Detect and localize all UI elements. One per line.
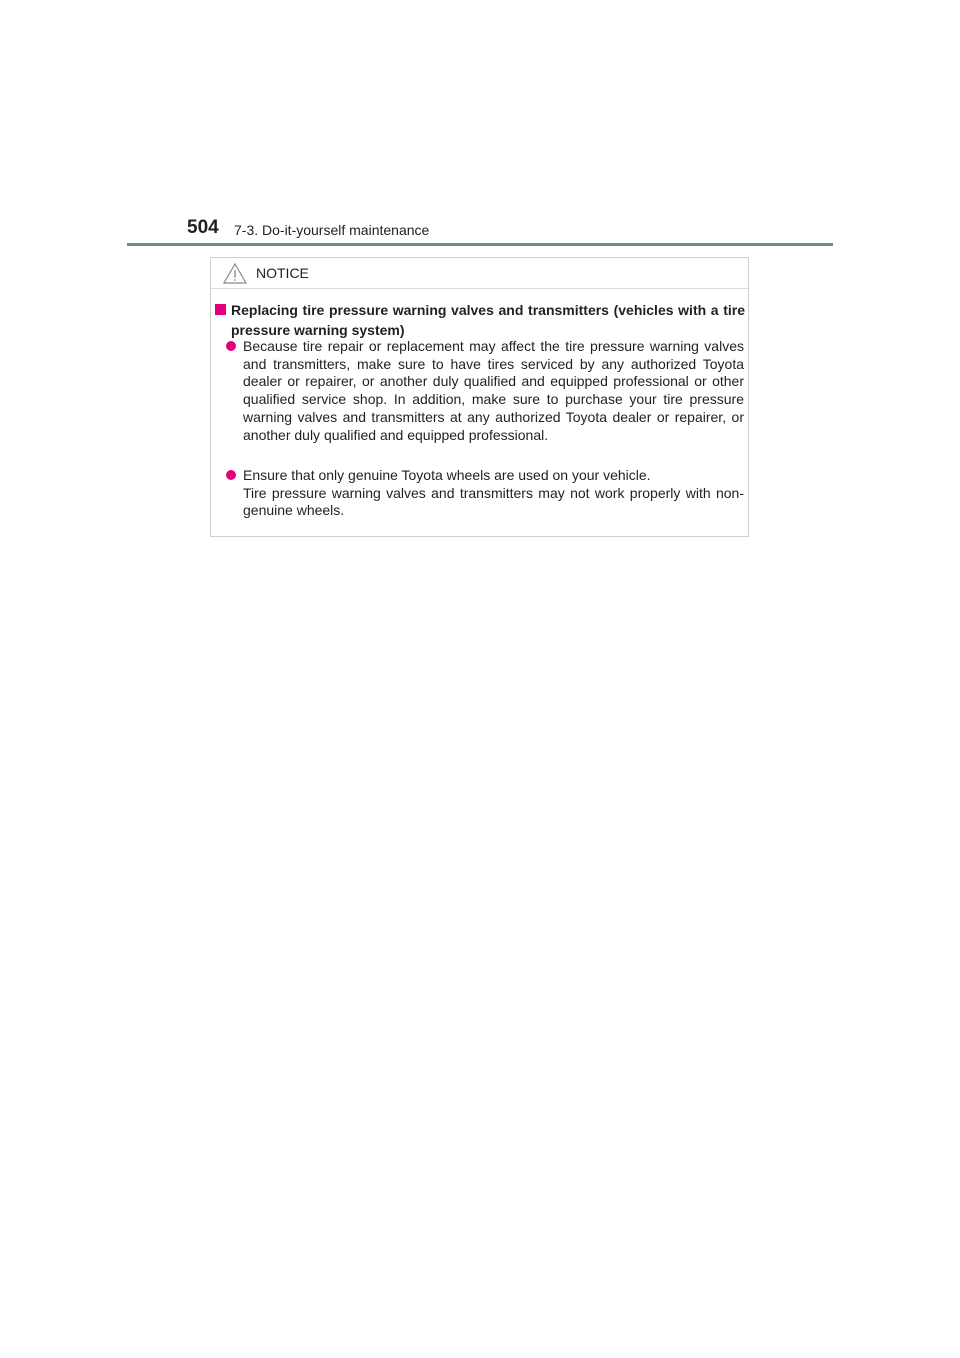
warning-triangle-icon [223,263,247,284]
notice-heading-text: Replacing tire pressure warning valves and transmitters (vehicles with a tire pressure warning system) [231,302,745,338]
list-item [226,338,744,444]
circle-bullet-icon [226,341,236,351]
header-rule [127,243,833,246]
notice-label: NOTICE [256,265,309,281]
page-number: 504 [187,217,219,238]
list-item-subtext: Tire pressure warning valves and transmitters may not work properly with non-genuine wheels. [243,484,744,519]
circle-bullet-icon [226,470,236,480]
notice-header [211,258,748,289]
list-item-text: Ensure that only genuine Toyota wheels are used on your vehicle. [243,467,651,483]
section-title: 7-3. Do-it-yourself maintenance [234,222,430,238]
list-item [226,467,744,520]
notice-box [210,257,749,537]
notice-heading [215,300,745,340]
square-bullet-icon [215,304,226,315]
list-item-text: Because tire repair or replacement may affect the tire pressure warning valves and transmitters, make sure to have tires serviced by any authorized Toyota dealer or repairer, or another duly qualified and equipped professional or other qualified service shop. In addition, make sure to purchase your tire pressure warning valves and transmitters at any authorized Toyota dealer or repairer, or another duly qualified and equipped professional. [243,338,744,443]
